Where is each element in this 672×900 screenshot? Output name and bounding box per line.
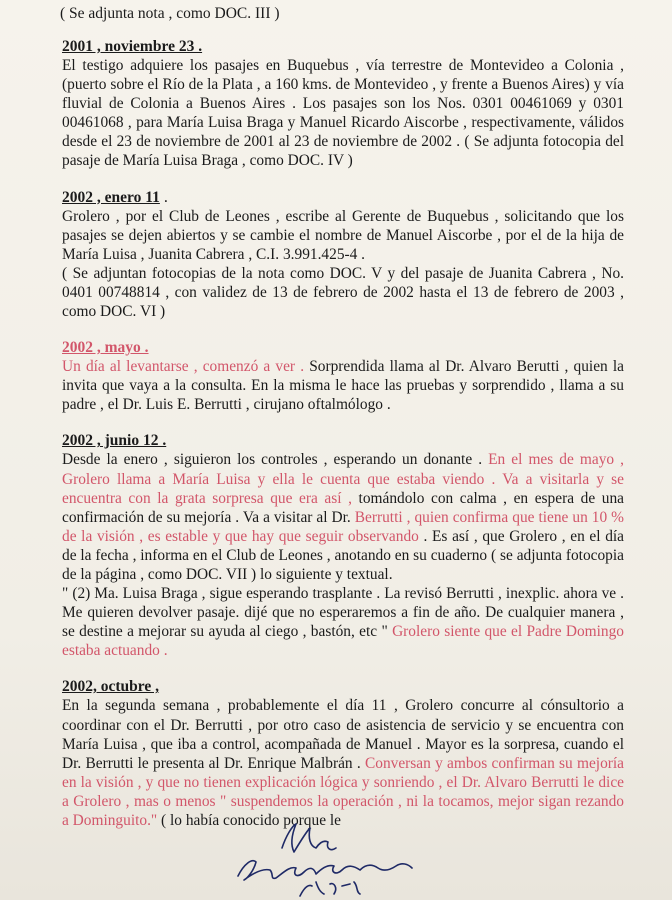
highlight-text: Conversan y ambos confirman su mejoría en la visión , y que no tienen explicación lógica y sonriendo , el Dr. Alvaro Berrutti le dice a Grolero , mas o menos " suspendemos la operación , ni la tocamos, mejor sigan rezando a Dominguito." bbox=[62, 754, 624, 829]
top-note: ( Se adjunta nota , como DOC. III ) bbox=[60, 5, 280, 22]
highlight-text: Un día al levantarse , comenzó a ver . bbox=[62, 358, 305, 376]
section-heading: 2002, octubre , bbox=[62, 678, 160, 696]
section-2002-oct bbox=[62, 678, 624, 830]
handwritten-signature bbox=[230, 818, 430, 900]
section-heading: 2002 , junio 12 . bbox=[62, 432, 167, 450]
section-text: El testigo adquiere los pasajes en Buquebus , vía terrestre de Montevideo a Colonia , (puerto sobre el Río de la Plata , a 160 kms. de Montevideo , y frente a Buenos Aires) y vía fluvial de Colonia a Buenos Aires . Los pasajes son los Nos. 0301 00461069 y 0301 00461068 , para María Luisa Braga y Manuel Ricardo Aiscorbe , respectivamente, válidos desde el 23 de noviembre de 2001 al 23 de noviembre de 2002 . ( Se adjunta fotocopia del pasaje de María Luisa Braga , como DOC. IV ) bbox=[62, 57, 624, 170]
highlight-text: Grolero siente que el Padre Domingo estaba actuando . bbox=[62, 623, 624, 660]
body-text: ( lo había conocido porque le bbox=[157, 812, 341, 829]
quote-text bbox=[62, 584, 624, 660]
section-text bbox=[62, 357, 624, 414]
section-text bbox=[62, 696, 624, 830]
section-text bbox=[62, 450, 624, 584]
body-text: Desde la enero , siguieron los controles , esperando un donante . bbox=[62, 451, 489, 469]
section-2001-nov bbox=[62, 38, 624, 171]
section-2002-ene: 2002 , enero 11 . Grolero , por el Club de Leones , escribe al Gerente de Buquebus , solicitando que los pasajes se dejen abiertos y se cambie el nombre de Manuel Aiscorbe , por el de la hija de María Luisa , Juanita Cabrera , C.I. 3.991.425-4 . ( Se adjuntan fotocopias de la nota como DOC. V y del pasaje de Juanita Cabrera , No. 0401 00748814 , con validez de 13 de febrero de 2002 hasta el 13 de febrero de 2003 , como DOC. VI ) bbox=[62, 188, 624, 321]
section-text: Grolero , por el Club de Leones , escribe al Gerente de Buquebus , solicitando que los pasajes se dejen abiertos y se cambie el nombre de Manuel Aiscorbe , por el de la hija de María Luisa , Juanita Cabrera , C.I. 3.991.425-4 . bbox=[62, 207, 624, 263]
body-text: " (2) Ma. Luisa Braga , sigue esperando trasplante . La revisó Berrutti , inexplic. ahora ve . Me quieren devolver pasaje. dijé que no esperaremos a fin de año. De cualquier manera , se destine a mejorar su ayuda al ciego , bastón, etc " bbox=[62, 585, 624, 641]
body-text: En la segunda semana , probablemente el día 11 , Grolero concurre al cónsultorio a coordinar con el Dr. Berrutti , por otro caso de asistencia de servicio y se encuentra con María Luisa , que iba a control, acompañada de Manuel . Mayor es la sorpresa, cuando el Dr. Berrutti le presenta al Dr. Enrique Malbrán . bbox=[62, 697, 624, 772]
body-text: Sorprendida llama al Dr. Alvaro Berutti , quien la invita que vaya a la consulta. En la misma le hace las pruebas y sorprendido , llama a su padre , el Dr. Luis E. Berrutti , cirujano oftalmólogo . bbox=[62, 358, 624, 414]
highlight-text: Berrutti , quien confirma que tiene un 10 % de la visión , es estable y que hay que seguir observando bbox=[62, 508, 624, 545]
section-heading: 2002 , enero 11 bbox=[62, 188, 160, 206]
highlight-text: En el mes de mayo , Grolero llama a María Luisa y ella le cuenta que estaba viendo . Va a visitarla y se encuentra con la grata sorpresa que era así , bbox=[62, 451, 624, 507]
section-heading: 2002 , mayo . bbox=[62, 339, 149, 357]
section-2002-may bbox=[62, 339, 624, 414]
section-2002-jun bbox=[62, 432, 624, 660]
body-text: tomándolo con calma , en espera de una confirmación de su mejoría . Va a visitar al Dr. bbox=[62, 489, 624, 526]
section-text-2: ( Se adjuntan fotocopias de la nota como DOC. V y del pasaje de Juanita Cabrera , No. 0401 00748814 , con validez de 13 de febrero de 2002 hasta el 13 de febrero de 2003 , como DOC. VI ) bbox=[62, 264, 624, 321]
body-text: . Es así , que Grolero , en el día de la fecha , informa en el Club de Leones , anotando en su cuaderno ( se adjunta fotocopia de la página , como DOC. VII ) lo siguiente y textual. bbox=[62, 527, 624, 583]
section-heading: 2001 , noviembre 23 . bbox=[62, 38, 203, 55]
